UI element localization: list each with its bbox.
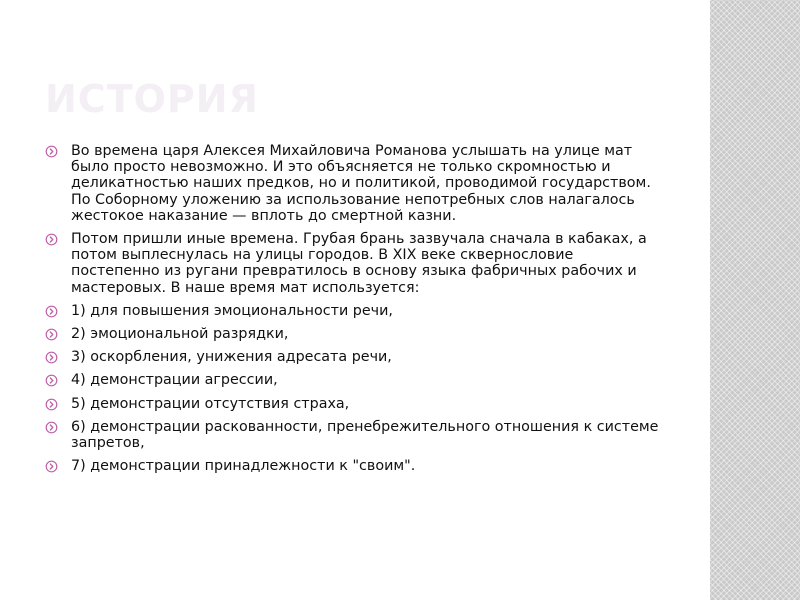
circle-arrow-icon — [45, 351, 58, 364]
list-item — [45, 143, 665, 224]
circle-arrow-icon — [45, 398, 58, 411]
decorative-side-panel — [710, 0, 800, 600]
list-item-text: Во времена царя Алексея Михайловича Романова услышать на улице мат было просто невозможно. И это объясняется не только скромностью и деликатностью наших предков, но и политикой, проводимой государством. По Соборному уложению за использование непотребных слов налагалось жестокое наказание — вплоть до смертной казни. — [71, 143, 651, 224]
circle-arrow-icon — [45, 145, 58, 158]
circle-arrow-icon — [45, 421, 58, 434]
list-item — [45, 326, 665, 342]
circle-arrow-icon — [45, 233, 58, 246]
list-item — [45, 419, 665, 451]
list-item — [45, 396, 665, 412]
list-item — [45, 231, 665, 296]
list-item-text: Потом пришли иные времена. Грубая брань зазвучала сначала в кабаках, а потом выплеснулась на улицы городов. В XIX веке сквернословие постепенно из ругани превратилось в основу языка фабричных рабочих и мастеровых. В наше время мат используется: — [71, 231, 647, 296]
list-item-text: 7) демонстрации принадлежности к "своим". — [71, 458, 416, 475]
list-item — [45, 349, 665, 365]
list-item-text: 2) эмоциональной разрядки, — [71, 326, 289, 343]
circle-arrow-icon — [45, 305, 58, 318]
slide-title: ИСТОРИЯ — [45, 77, 259, 121]
list-item-text: 4) демонстрации агрессии, — [71, 372, 278, 389]
list-item-text: 6) демонстрации раскованности, пренебрежительного отношения к системе запретов, — [71, 418, 659, 452]
circle-arrow-icon — [45, 328, 58, 341]
circle-arrow-icon — [45, 374, 58, 387]
list-item-text: 3) оскорбления, унижения адресата речи, — [71, 349, 392, 366]
list-item — [45, 303, 665, 319]
bullet-list — [45, 143, 665, 481]
list-item — [45, 372, 665, 388]
list-item-text: 5) демонстрации отсутствия страха, — [71, 395, 350, 412]
list-item-text: 1) для повышения эмоциональности речи, — [71, 302, 393, 319]
list-item — [45, 458, 665, 474]
circle-arrow-icon — [45, 460, 58, 473]
